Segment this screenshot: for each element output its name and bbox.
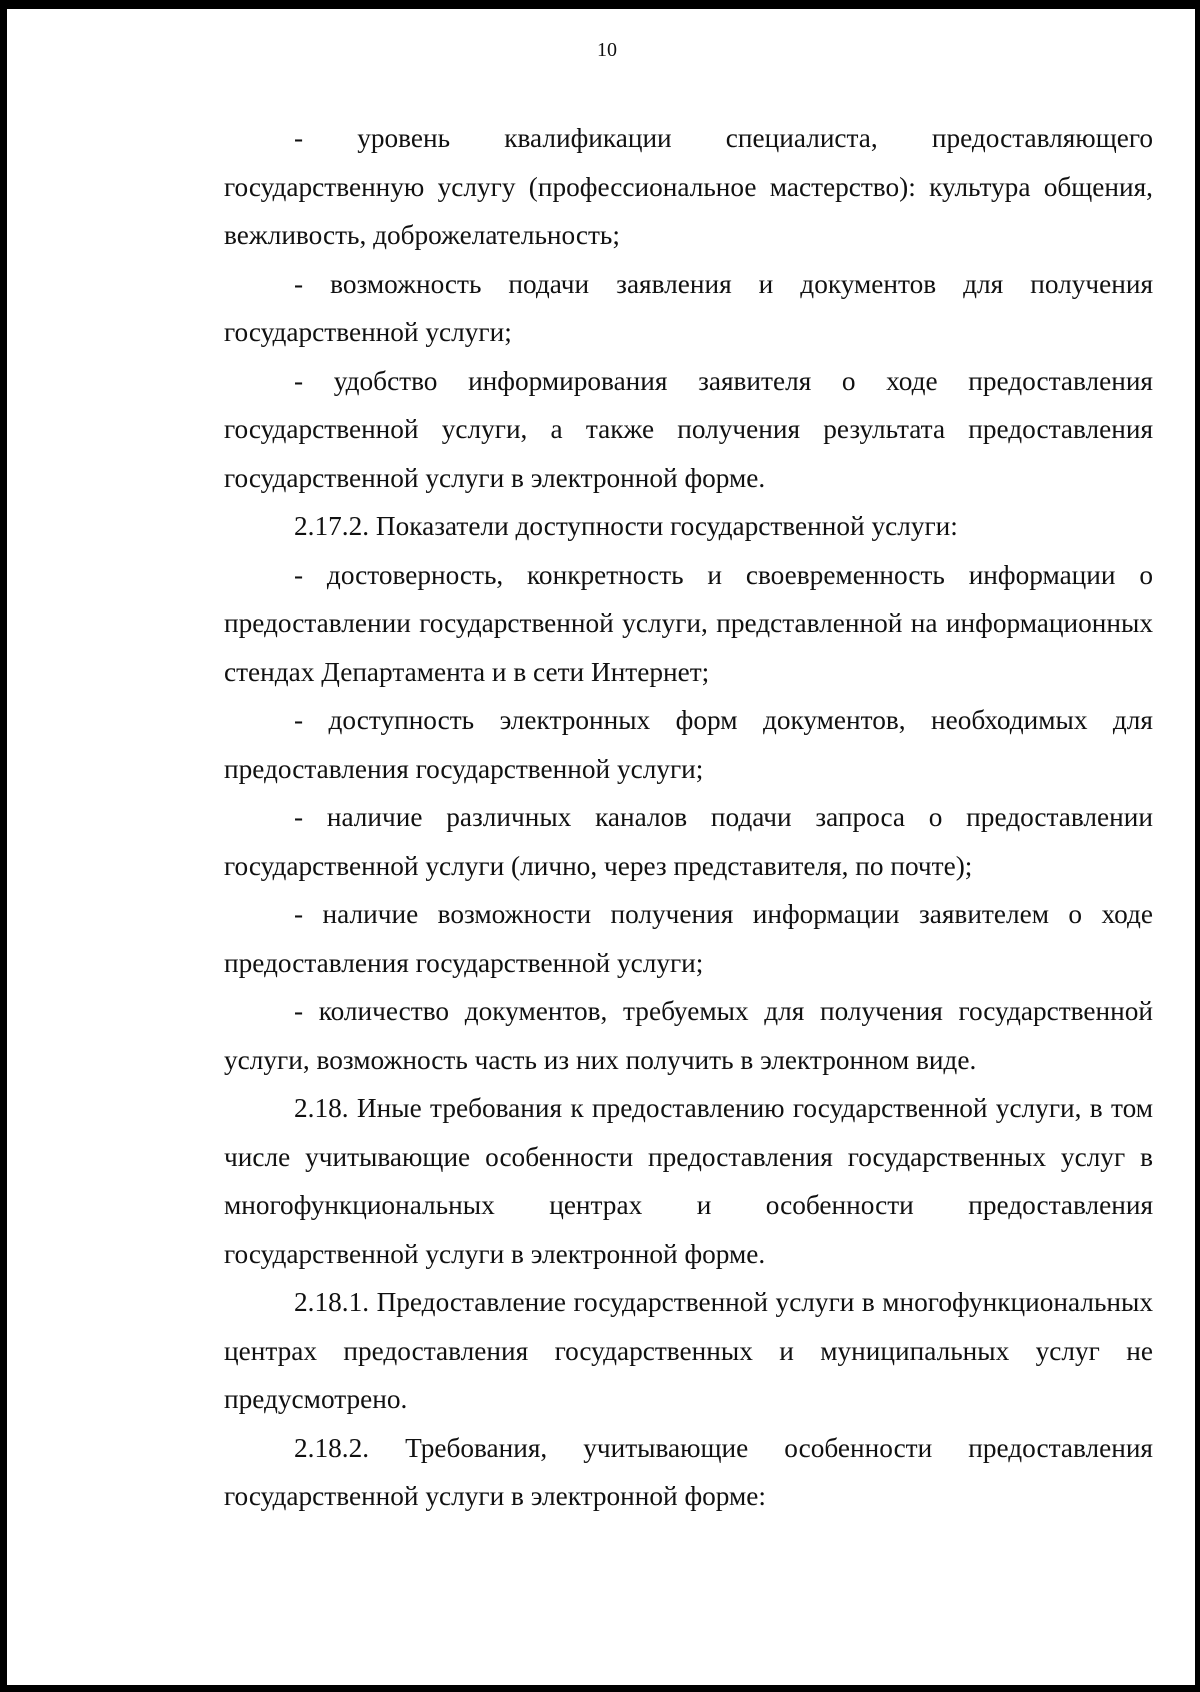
paragraph-informing-convenience: - удобство информирования заявителя о ходе предоставления государственной услуги, а также получения результата предоставления государственной услуги в электронной форме. — [224, 365, 1153, 493]
section-heading-2-17-2: 2.17.2. Показатели доступности государственной услуги: — [294, 511, 958, 541]
paragraph-application-submission: - возможность подачи заявления и документов для получения государственной услуги; — [224, 268, 1153, 347]
paragraph-qualification-level: - уровень квалификации специалиста, предоставляющего государственную услугу (профессиональное мастерство): культура общения, вежливость, доброжелательность; — [224, 123, 1153, 250]
section-2-18-2: 2.18.2. Требования, учитывающие особенности предоставления государственной услуги в электронной форме: — [224, 1432, 1153, 1511]
document-body — [224, 114, 1153, 1521]
section-heading-2-18: 2.18. Иные требования к предоставлению государственной услуги, в том числе учитывающие особенности предоставления государственных услуг в многофункциональных центрах и особенности предоставления государственной услуги в электронной форме. — [224, 1093, 1153, 1269]
page-number: 10 — [597, 39, 617, 61]
paragraph-information-reliability: - достоверность, конкретность и своевременность информации о предоставлении государственной услуги, представленной на информационных стендах Департамента и в сети Интернет; — [224, 559, 1153, 687]
section-2-18-1: 2.18.1. Предоставление государственной услуги в многофункциональных центрах предоставления государственных и муниципальных услуг не предусмотрено. — [224, 1287, 1153, 1414]
paragraph-electronic-forms: - доступность электронных форм документов, необходимых для предоставления государственной услуги; — [224, 705, 1153, 784]
paragraph-progress-information: - наличие возможности получения информации заявителем о ходе предоставления государственной услуги; — [224, 899, 1153, 978]
paragraph-document-count: - количество документов, требуемых для получения государственной услуги, возможность часть из них получить в электронном виде. — [224, 996, 1153, 1075]
paragraph-request-channels: - наличие различных каналов подачи запроса о предоставлении государственной услуги (лично, через представителя, по почте); — [224, 802, 1153, 881]
